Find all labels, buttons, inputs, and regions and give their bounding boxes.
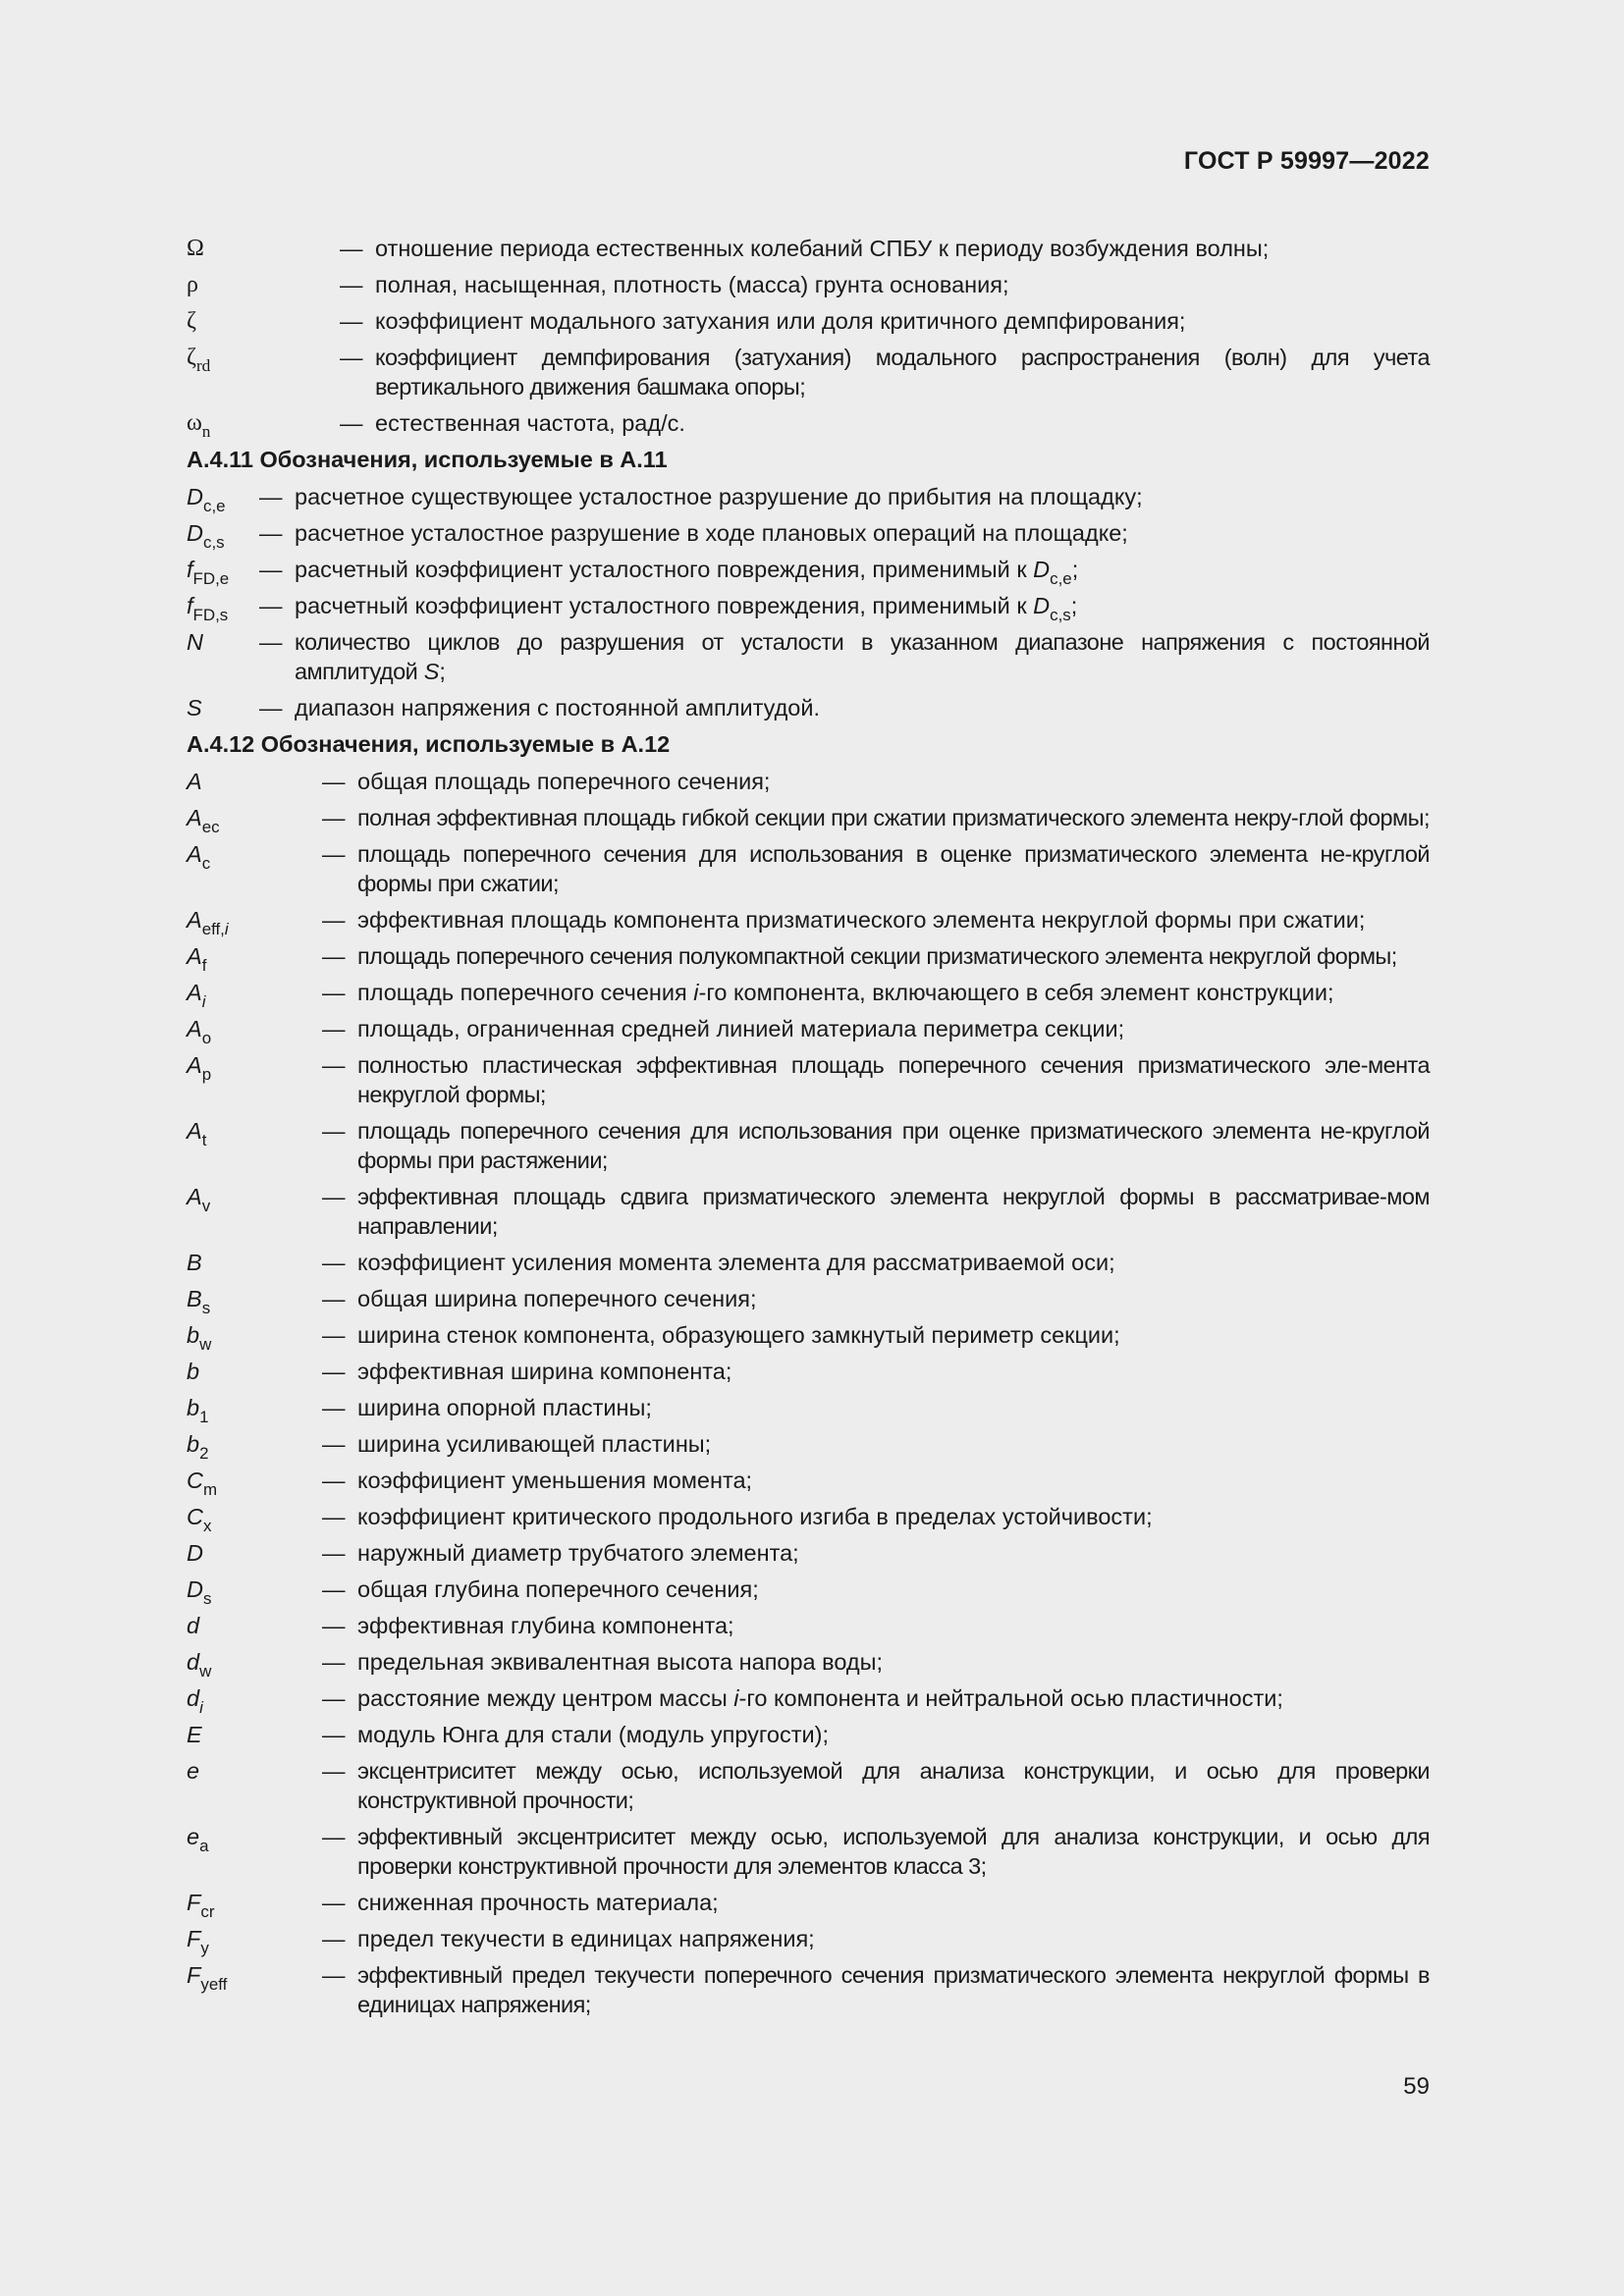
symbol bbox=[187, 839, 322, 873]
dash: — bbox=[259, 629, 283, 655]
symbol-row bbox=[187, 555, 1430, 588]
symbol-letter: d bbox=[187, 1685, 200, 1711]
definition-text: площадь, ограниченная средней линией материала периметра секции; bbox=[357, 1016, 1125, 1041]
symbol-letter: A bbox=[187, 769, 202, 794]
symbol-row bbox=[187, 1924, 1430, 1957]
symbol bbox=[187, 1429, 322, 1463]
symbol-subscript: yeff bbox=[200, 1974, 228, 1994]
dash: — bbox=[322, 1890, 346, 1915]
definition-text: ширина опорной пластины; bbox=[357, 1395, 652, 1420]
symbol-letter: A bbox=[187, 1052, 202, 1078]
definition-text: ширина усиливающей пластины; bbox=[357, 1431, 712, 1457]
definition-text: коэффициент демпфирования (затухания) модального распространения (волн) для учета вертикального движения башмака опоры; bbox=[375, 345, 1430, 400]
symbol-subscript: 1 bbox=[199, 1407, 209, 1426]
symbol-letter: A bbox=[187, 943, 202, 969]
greek-symbol-list bbox=[187, 234, 1430, 441]
dash: — bbox=[322, 841, 346, 867]
symbol bbox=[187, 1683, 322, 1717]
symbol-subscript-index: i bbox=[224, 919, 229, 938]
symbol bbox=[187, 978, 322, 1011]
definition bbox=[357, 1888, 1430, 1917]
definition-text: площадь поперечного сечения полукомпактной секции призматического элемента некруглой формы; bbox=[357, 943, 1397, 969]
definition-reference-subscript: c,s bbox=[1050, 605, 1071, 624]
symbol-subscript bbox=[202, 992, 206, 1011]
symbol-subscript: p bbox=[201, 1064, 212, 1084]
definition-text: общая площадь поперечного сечения; bbox=[357, 769, 771, 794]
symbol-subscript: FD,s bbox=[192, 605, 229, 624]
symbol bbox=[187, 1116, 322, 1149]
symbol bbox=[187, 1924, 322, 1957]
dash: — bbox=[322, 1962, 346, 1988]
definition-text: эксцентриситет между осью, используемой для анализа конструкции, и осью для проверки конструктивной прочности; bbox=[357, 1758, 1430, 1813]
symbol bbox=[187, 1720, 322, 1749]
dash: — bbox=[259, 484, 283, 509]
definition bbox=[295, 518, 1430, 548]
definition bbox=[357, 1647, 1430, 1677]
symbol-row bbox=[187, 1182, 1430, 1241]
symbol-row bbox=[187, 591, 1430, 624]
definition-text: естественная частота, рад/с. bbox=[375, 410, 685, 436]
document-code: ГОСТ Р 59997—2022 bbox=[1183, 147, 1430, 175]
symbol-row bbox=[187, 343, 1430, 401]
definition bbox=[357, 839, 1430, 898]
symbol-row bbox=[187, 693, 1430, 722]
definition bbox=[357, 905, 1430, 934]
symbol-letter: ζ bbox=[187, 345, 196, 370]
symbol-row bbox=[187, 1050, 1430, 1109]
dash: — bbox=[322, 1052, 346, 1078]
symbol bbox=[187, 270, 340, 299]
definition bbox=[357, 1248, 1430, 1277]
symbol-letter: ρ bbox=[187, 272, 198, 297]
definition-text: коэффициент модального затухания или доля критичного демпфирования; bbox=[375, 308, 1186, 334]
dash: — bbox=[322, 1322, 346, 1348]
definition-text: ширина стенок компонента, образующего замкнутый периметр секции; bbox=[357, 1322, 1120, 1348]
definition-index: i bbox=[693, 980, 699, 1005]
definition-text-lead: площадь поперечного сечения bbox=[357, 980, 694, 1005]
symbol-letter: D bbox=[187, 520, 203, 546]
dash: — bbox=[322, 1722, 346, 1747]
definition-text: -го компонента и нейтральной осью пластичности; bbox=[738, 1685, 1283, 1711]
section-heading-a411: А.4.11 Обозначения, используемые в А.11 bbox=[187, 447, 668, 472]
symbol-subscript: o bbox=[201, 1028, 212, 1047]
symbol-letter: b bbox=[187, 1359, 200, 1384]
definition-text: сниженная прочность материала; bbox=[357, 1890, 719, 1915]
symbol-letter: D bbox=[187, 1540, 203, 1566]
symbol-letter: ζ bbox=[187, 308, 196, 334]
definition-text: коэффициент критического продольного изгиба в пределах устойчивости; bbox=[357, 1504, 1153, 1529]
dash: — bbox=[322, 1576, 346, 1602]
definition bbox=[375, 270, 1430, 299]
dash: — bbox=[322, 1926, 346, 1951]
symbol-subscript: s bbox=[202, 1588, 212, 1608]
definition-text: эффективный предел текучести поперечного сечения призматического элемента некруглой формы в единицах напряжения; bbox=[357, 1962, 1430, 2017]
symbol bbox=[187, 1393, 322, 1426]
dash: — bbox=[322, 769, 346, 794]
symbol-row bbox=[187, 905, 1430, 938]
symbol bbox=[187, 1822, 322, 1855]
symbol-letter: f bbox=[187, 557, 193, 582]
symbol-subscript: s bbox=[201, 1298, 211, 1317]
definition-index: i bbox=[733, 1685, 739, 1711]
definition-text: площадь поперечного сечения для использования при оценке призматического элемента не-круглой формы при растяжении; bbox=[357, 1118, 1430, 1173]
definition bbox=[357, 1502, 1430, 1531]
definition bbox=[357, 1050, 1430, 1109]
definition-text: количество циклов до разрушения от усталости в указанном диапазоне напряжения с постоянной амплитудой bbox=[295, 629, 1430, 684]
definition bbox=[295, 555, 1430, 588]
symbol-row bbox=[187, 1502, 1430, 1535]
symbol-letter: F bbox=[187, 1890, 201, 1915]
definition-text: полная эффективная площадь гибкой секции при сжатии призматического элемента некру-глой формы; bbox=[357, 805, 1430, 830]
symbol-subscript: FD,e bbox=[192, 568, 230, 588]
symbol-row bbox=[187, 1429, 1430, 1463]
definition-reference: D bbox=[1033, 593, 1051, 618]
definition bbox=[357, 1756, 1430, 1815]
document-body bbox=[187, 234, 1430, 2026]
symbol bbox=[187, 767, 322, 796]
symbol bbox=[187, 591, 259, 624]
symbol-letter: A bbox=[187, 1016, 202, 1041]
symbol-subscript: v bbox=[201, 1196, 211, 1215]
symbol-subscript: f bbox=[201, 955, 207, 975]
symbol-row bbox=[187, 1538, 1430, 1568]
symbol-subscript: m bbox=[202, 1479, 218, 1499]
symbol-letter: A bbox=[187, 805, 202, 830]
symbol-row bbox=[187, 803, 1430, 836]
dash: — bbox=[322, 1824, 346, 1849]
definition bbox=[375, 234, 1430, 263]
definition bbox=[357, 767, 1430, 796]
definition-reference-subscript: c,e bbox=[1050, 568, 1072, 588]
symbol-letter: B bbox=[187, 1286, 202, 1311]
definition bbox=[357, 1466, 1430, 1495]
definition-text: расчетный коэффициент усталостного повреждения, применимый к bbox=[295, 557, 1027, 582]
symbol-row bbox=[187, 1822, 1430, 1881]
definition-text: -го компонента, включающего в себя элемент конструкции; bbox=[698, 980, 1334, 1005]
symbol-row bbox=[187, 1284, 1430, 1317]
symbol-letter: b bbox=[187, 1322, 200, 1348]
symbol-row bbox=[187, 839, 1430, 898]
definition-reference: D bbox=[1033, 557, 1051, 582]
definition bbox=[357, 1611, 1430, 1640]
definition-text: модуль Юнга для стали (модуль упругости); bbox=[357, 1722, 829, 1747]
definition-text: общая глубина поперечного сечения; bbox=[357, 1576, 759, 1602]
symbol bbox=[187, 1248, 322, 1277]
symbol-letter: C bbox=[187, 1504, 203, 1529]
symbol-row bbox=[187, 1756, 1430, 1815]
definition bbox=[357, 1575, 1430, 1604]
symbol-row bbox=[187, 1647, 1430, 1681]
symbol-row bbox=[187, 1320, 1430, 1354]
definition-text: коэффициент усиления момента элемента для рассматриваемой оси; bbox=[357, 1250, 1115, 1275]
definition-text: предельная эквивалентная высота напора воды; bbox=[357, 1649, 884, 1675]
symbol bbox=[187, 1647, 322, 1681]
dash: — bbox=[322, 1431, 346, 1457]
definition bbox=[375, 408, 1430, 438]
symbol-letter: e bbox=[187, 1758, 200, 1784]
dash: — bbox=[322, 1395, 346, 1420]
symbol bbox=[187, 1357, 322, 1386]
symbol bbox=[187, 408, 340, 441]
definition-text: эффективная площадь компонента призматического элемента некруглой формы при сжатии; bbox=[357, 907, 1366, 933]
symbol-subscript: c,e bbox=[202, 496, 226, 515]
symbol-letter: E bbox=[187, 1722, 202, 1747]
symbol-subscript: x bbox=[202, 1516, 212, 1535]
symbol-row bbox=[187, 1393, 1430, 1426]
dash: — bbox=[322, 1758, 346, 1784]
symbol-row bbox=[187, 1611, 1430, 1640]
dash: — bbox=[322, 1649, 346, 1675]
dash: — bbox=[259, 695, 283, 721]
symbol-letter: D bbox=[187, 1576, 203, 1602]
symbol bbox=[187, 1320, 322, 1354]
definition-text: коэффициент уменьшения момента; bbox=[357, 1468, 753, 1493]
symbol-subscript-index: i bbox=[199, 1697, 203, 1717]
symbol-letter: Ω bbox=[187, 236, 204, 261]
symbol-subscript: ec bbox=[201, 817, 220, 836]
symbol-subscript bbox=[199, 1698, 203, 1717]
dash: — bbox=[322, 1685, 346, 1711]
symbol bbox=[187, 1182, 322, 1215]
symbol-row bbox=[187, 1683, 1430, 1717]
definition bbox=[357, 1357, 1430, 1386]
symbol bbox=[187, 1466, 322, 1499]
definition-text: диапазон напряжения с постоянной амплитудой. bbox=[295, 695, 821, 721]
definition-text: наружный диаметр трубчатого элемента; bbox=[357, 1540, 799, 1566]
symbol bbox=[187, 693, 259, 722]
symbol-row bbox=[187, 1575, 1430, 1608]
symbol bbox=[187, 1502, 322, 1535]
definition-text: отношение периода естественных колебаний СПБУ к периоду возбуждения волны; bbox=[375, 236, 1270, 261]
symbol-letter: C bbox=[187, 1468, 203, 1493]
definition-punctuation: ; bbox=[439, 659, 446, 684]
symbol-row bbox=[187, 306, 1430, 336]
symbol-row bbox=[187, 1014, 1430, 1047]
symbol-list-a411 bbox=[187, 482, 1430, 722]
dash: — bbox=[340, 308, 363, 334]
dash: — bbox=[340, 345, 363, 370]
symbol-subscript: c,s bbox=[202, 532, 225, 552]
symbol-row bbox=[187, 767, 1430, 796]
symbol bbox=[187, 1014, 322, 1047]
section-heading-a412: А.4.12 Обозначения, используемые в А.12 bbox=[187, 731, 671, 757]
dash: — bbox=[322, 1468, 346, 1493]
symbol-subscript: eff,i bbox=[201, 919, 229, 938]
definition bbox=[375, 306, 1430, 336]
symbol bbox=[187, 482, 259, 515]
definition-punctuation: ; bbox=[1070, 593, 1078, 618]
definition bbox=[357, 1320, 1430, 1350]
symbol bbox=[187, 905, 322, 938]
symbol-letter: b bbox=[187, 1431, 200, 1457]
symbol-letter: A bbox=[187, 1118, 202, 1144]
definition-text: эффективная площадь сдвига призматического элемента некруглой формы в рассматривае-мом направлении; bbox=[357, 1184, 1430, 1239]
symbol-letter: N bbox=[187, 629, 203, 655]
dash: — bbox=[340, 410, 363, 436]
definition bbox=[357, 1429, 1430, 1459]
definition bbox=[357, 1720, 1430, 1749]
definition bbox=[357, 1924, 1430, 1953]
symbol-letter: A bbox=[187, 907, 202, 933]
symbol bbox=[187, 941, 322, 975]
definition bbox=[295, 693, 1430, 722]
definition-text: полностью пластическая эффективная площадь поперечного сечения призматического эле-мента некруглой формы; bbox=[357, 1052, 1430, 1107]
symbol-subscript-index: i bbox=[201, 991, 206, 1011]
symbol-letter: D bbox=[187, 484, 203, 509]
symbol bbox=[187, 1284, 322, 1317]
symbol-row bbox=[187, 234, 1430, 263]
dash: — bbox=[322, 943, 346, 969]
symbol-letter: F bbox=[187, 1962, 201, 1988]
symbol-row bbox=[187, 408, 1430, 441]
dash: — bbox=[322, 805, 346, 830]
definition bbox=[357, 1116, 1430, 1175]
definition bbox=[357, 1284, 1430, 1313]
symbol-letter: d bbox=[187, 1613, 200, 1638]
dash: — bbox=[322, 907, 346, 933]
definition bbox=[295, 627, 1430, 686]
definition-text: полная, насыщенная, плотность (масса) грунта основания; bbox=[375, 272, 1009, 297]
definition bbox=[295, 482, 1430, 511]
symbol-subscript: w bbox=[199, 1661, 212, 1681]
dash: — bbox=[322, 1016, 346, 1041]
symbol-row bbox=[187, 627, 1430, 686]
symbol-list-a412 bbox=[187, 767, 1430, 2019]
definition bbox=[357, 941, 1430, 971]
symbol-row bbox=[187, 518, 1430, 552]
symbol-letter: A bbox=[187, 1184, 202, 1209]
symbol-letter: ω bbox=[187, 410, 202, 436]
dash: — bbox=[322, 1286, 346, 1311]
dash: — bbox=[322, 980, 346, 1005]
symbol-subscript: t bbox=[201, 1130, 207, 1149]
symbol-letter: S bbox=[187, 695, 202, 721]
definition-text: эффективная глубина компонента; bbox=[357, 1613, 734, 1638]
page-number: 59 bbox=[1403, 2073, 1430, 2100]
symbol bbox=[187, 234, 340, 263]
definition bbox=[357, 1683, 1430, 1713]
definition-text: расчетное усталостное разрушение в ходе плановых операций на площадке; bbox=[295, 520, 1128, 546]
definition bbox=[357, 1822, 1430, 1881]
dash: — bbox=[322, 1250, 346, 1275]
definition bbox=[357, 1182, 1430, 1241]
symbol bbox=[187, 803, 322, 836]
definition-text: предел текучести в единицах напряжения; bbox=[357, 1926, 815, 1951]
symbol-row bbox=[187, 1357, 1430, 1386]
symbol bbox=[187, 1611, 322, 1640]
symbol bbox=[187, 627, 259, 657]
symbol-subscript: a bbox=[199, 1836, 209, 1855]
symbol-row bbox=[187, 1720, 1430, 1749]
dash: — bbox=[259, 520, 283, 546]
symbol bbox=[187, 1756, 322, 1786]
symbol-row bbox=[187, 978, 1430, 1011]
definition-text: эффективная ширина компонента; bbox=[357, 1359, 732, 1384]
dash: — bbox=[322, 1613, 346, 1638]
symbol-letter: B bbox=[187, 1250, 202, 1275]
dash: — bbox=[259, 557, 283, 582]
symbol-subscript: c bbox=[201, 853, 211, 873]
symbol bbox=[187, 555, 259, 588]
dash: — bbox=[322, 1118, 346, 1144]
symbol-letter: A bbox=[187, 841, 202, 867]
definition bbox=[295, 591, 1430, 624]
dash: — bbox=[340, 272, 363, 297]
symbol-subscript: n bbox=[201, 421, 211, 441]
symbol-subscript: rd bbox=[195, 355, 211, 375]
definition-text: расчетный коэффициент усталостного повреждения, применимый к bbox=[295, 593, 1027, 618]
symbol-row bbox=[187, 1248, 1430, 1277]
symbol-letter: b bbox=[187, 1395, 200, 1420]
symbol-letter: A bbox=[187, 980, 202, 1005]
symbol bbox=[187, 343, 340, 375]
definition bbox=[357, 1014, 1430, 1043]
symbol bbox=[187, 1960, 322, 1994]
definition bbox=[357, 1393, 1430, 1422]
symbol bbox=[187, 1050, 322, 1084]
symbol-subscript: cr bbox=[200, 1901, 215, 1921]
symbol-subscript: 2 bbox=[199, 1443, 209, 1463]
definition-reference: S bbox=[423, 659, 440, 684]
dash: — bbox=[340, 236, 363, 261]
definition-text-lead: расстояние между центром массы bbox=[357, 1685, 734, 1711]
symbol-letter: d bbox=[187, 1649, 200, 1675]
symbol-row bbox=[187, 482, 1430, 515]
definition-text: расчетное существующее усталостное разрушение до прибытия на площадку; bbox=[295, 484, 1143, 509]
symbol bbox=[187, 1888, 322, 1921]
symbol bbox=[187, 1575, 322, 1608]
definition-text: эффективный эксцентриситет между осью, используемой для анализа конструкции, и осью для проверки конструктивной прочности для элементов класса 3; bbox=[357, 1824, 1430, 1879]
symbol-row bbox=[187, 1116, 1430, 1175]
symbol-letter: f bbox=[187, 593, 193, 618]
symbol-row bbox=[187, 1960, 1430, 2019]
definition bbox=[357, 803, 1430, 832]
symbol bbox=[187, 518, 259, 552]
symbol-row bbox=[187, 1466, 1430, 1499]
dash: — bbox=[322, 1184, 346, 1209]
symbol-row bbox=[187, 1888, 1430, 1921]
dash: — bbox=[322, 1504, 346, 1529]
symbol-letter: e bbox=[187, 1824, 200, 1849]
definition-text: общая ширина поперечного сечения; bbox=[357, 1286, 757, 1311]
definition-text: площадь поперечного сечения для использования в оценке призматического элемента не-круглой формы при сжатии; bbox=[357, 841, 1430, 896]
definition bbox=[375, 343, 1430, 401]
symbol-row bbox=[187, 941, 1430, 975]
definition bbox=[357, 1538, 1430, 1568]
symbol-subscript: w bbox=[199, 1334, 212, 1354]
dash: — bbox=[322, 1540, 346, 1566]
dash: — bbox=[322, 1359, 346, 1384]
symbol-row bbox=[187, 270, 1430, 299]
dash: — bbox=[259, 593, 283, 618]
symbol bbox=[187, 1538, 322, 1568]
definition bbox=[357, 1960, 1430, 2019]
symbol bbox=[187, 306, 340, 336]
definition bbox=[357, 978, 1430, 1007]
symbol-subscript: y bbox=[200, 1938, 209, 1957]
symbol-letter: F bbox=[187, 1926, 201, 1951]
definition-punctuation: ; bbox=[1071, 557, 1079, 582]
